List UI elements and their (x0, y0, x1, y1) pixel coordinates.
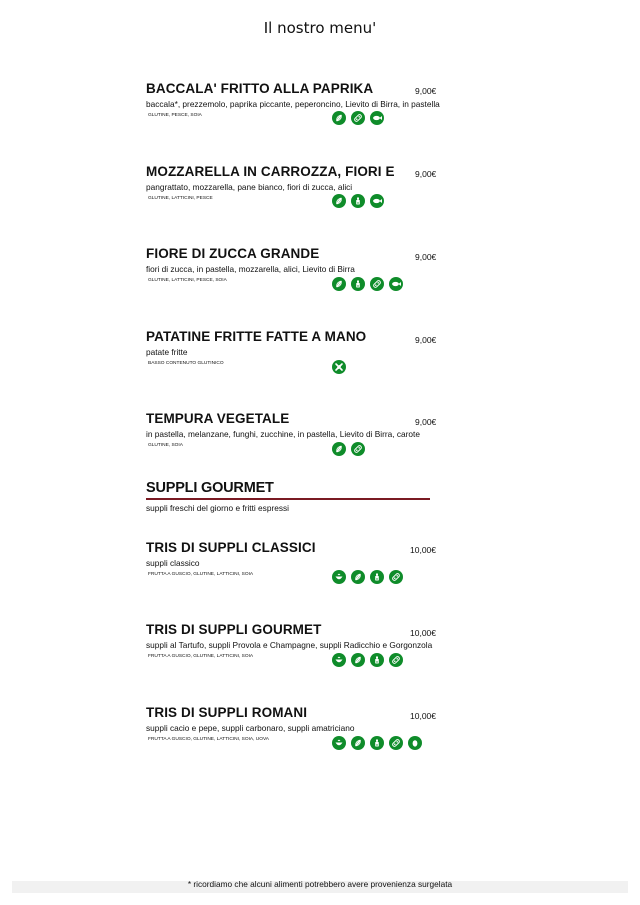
dairy-icon (351, 277, 365, 291)
item-description: pangrattato, mozzarella, pane bianco, fiori di zucca, alici (146, 182, 353, 192)
item-description: in pastella, melanzane, funghi, zucchine, in pastella, Lievito di Birra, carote (146, 429, 420, 439)
item-allergens: FRUTTA A GUSCIO, GLUTINE, LATTICINI, SOIA (148, 654, 254, 659)
item-description: baccala*, prezzemolo, paprika piccante, peperoncino, Lievito di Birra, in pastella (146, 99, 440, 109)
item-name: MOZZARELLA IN CARROZZA, FIORI E (146, 164, 395, 179)
nuts-icon (332, 653, 346, 667)
allergen-icons (332, 277, 403, 291)
item-description: patate fritte (146, 347, 188, 357)
dairy-icon (351, 194, 365, 208)
fish-icon (370, 194, 384, 208)
item-price: 9,00€ (415, 86, 437, 96)
allergen-icons (332, 442, 365, 456)
allergen-icons (332, 653, 403, 667)
gluten-icon (351, 570, 365, 584)
allergen-icons (332, 360, 346, 374)
item-name: FIORE DI ZUCCA GRANDE (146, 246, 320, 261)
low-gluten-icon (332, 360, 346, 374)
item-description: suppli cacio e pepe, suppli carbonaro, suppli amatriciano (146, 723, 355, 733)
gluten-icon (332, 277, 346, 291)
soy-icon (351, 111, 365, 125)
soy-icon (351, 442, 365, 456)
soy-icon (389, 653, 403, 667)
nuts-icon (332, 736, 346, 750)
item-allergens: GLUTINE, PESCE, SOIA (148, 113, 202, 118)
soy-icon (389, 736, 403, 750)
item-name: TRIS DI SUPPLI ROMANI (146, 705, 308, 720)
item-name: BACCALA' FRITTO ALLA PAPRIKA (146, 81, 374, 96)
dairy-icon (370, 653, 384, 667)
footer-note: * ricordiamo che alcuni alimenti potrebbero avere provenienza surgelata (187, 879, 453, 889)
item-allergens: GLUTINE, LATTICINI, PESCE, SOIA (148, 278, 227, 283)
section-divider (146, 498, 430, 500)
item-allergens: FRUTTA A GUSCIO, GLUTINE, LATTICINI, SOIA (148, 572, 254, 577)
item-price: 9,00€ (415, 417, 437, 427)
item-price: 10,00€ (410, 545, 436, 555)
allergen-icons (332, 570, 403, 584)
dairy-icon (370, 736, 384, 750)
item-name: TRIS DI SUPPLI CLASSICI (146, 540, 316, 555)
page-title: Il nostro menu' (263, 19, 377, 37)
allergen-icons (332, 194, 384, 208)
gluten-icon (332, 194, 346, 208)
soy-icon (370, 277, 384, 291)
soy-icon (389, 570, 403, 584)
gluten-icon (351, 736, 365, 750)
gluten-icon (351, 653, 365, 667)
allergen-icons (332, 736, 422, 750)
item-description: suppli classico (146, 558, 200, 568)
item-price: 10,00€ (410, 628, 436, 638)
item-description: suppli al Tartufo, suppli Provola e Champagne, suppli Radicchio e Gorgonzola (146, 640, 433, 650)
section-subtitle: suppli freschi del giorno e fritti espressi (146, 503, 289, 513)
item-allergens: FRUTTA A GUSCIO, GLUTINE, LATTICINI, SOIA, UOVA (148, 737, 270, 742)
item-name: TRIS DI SUPPLI GOURMET (146, 622, 322, 637)
item-price: 9,00€ (415, 252, 437, 262)
item-allergens: GLUTINE, SOIA (148, 443, 183, 448)
gluten-icon (332, 111, 346, 125)
dairy-icon (370, 570, 384, 584)
nuts-icon (332, 570, 346, 584)
item-name: TEMPURA VEGETALE (146, 411, 290, 426)
item-allergens: BASSO CONTENUTO GLUTINICO (148, 361, 224, 366)
allergen-icons (332, 111, 384, 125)
item-name: PATATINE FRITTE FATTE A MANO (146, 329, 367, 344)
item-price: 9,00€ (415, 169, 437, 179)
item-allergens: GLUTINE, LATTICINI, PESCE (148, 196, 213, 201)
item-price: 9,00€ (415, 335, 437, 345)
fish-icon (370, 111, 384, 125)
section-title: SUPPLI GOURMET (146, 480, 274, 496)
gluten-icon (332, 442, 346, 456)
fish-icon (389, 277, 403, 291)
item-price: 10,00€ (410, 711, 436, 721)
egg-icon (408, 736, 422, 750)
item-description: fiori di zucca, in pastella, mozzarella, alici, Lievito di Birra (146, 264, 355, 274)
